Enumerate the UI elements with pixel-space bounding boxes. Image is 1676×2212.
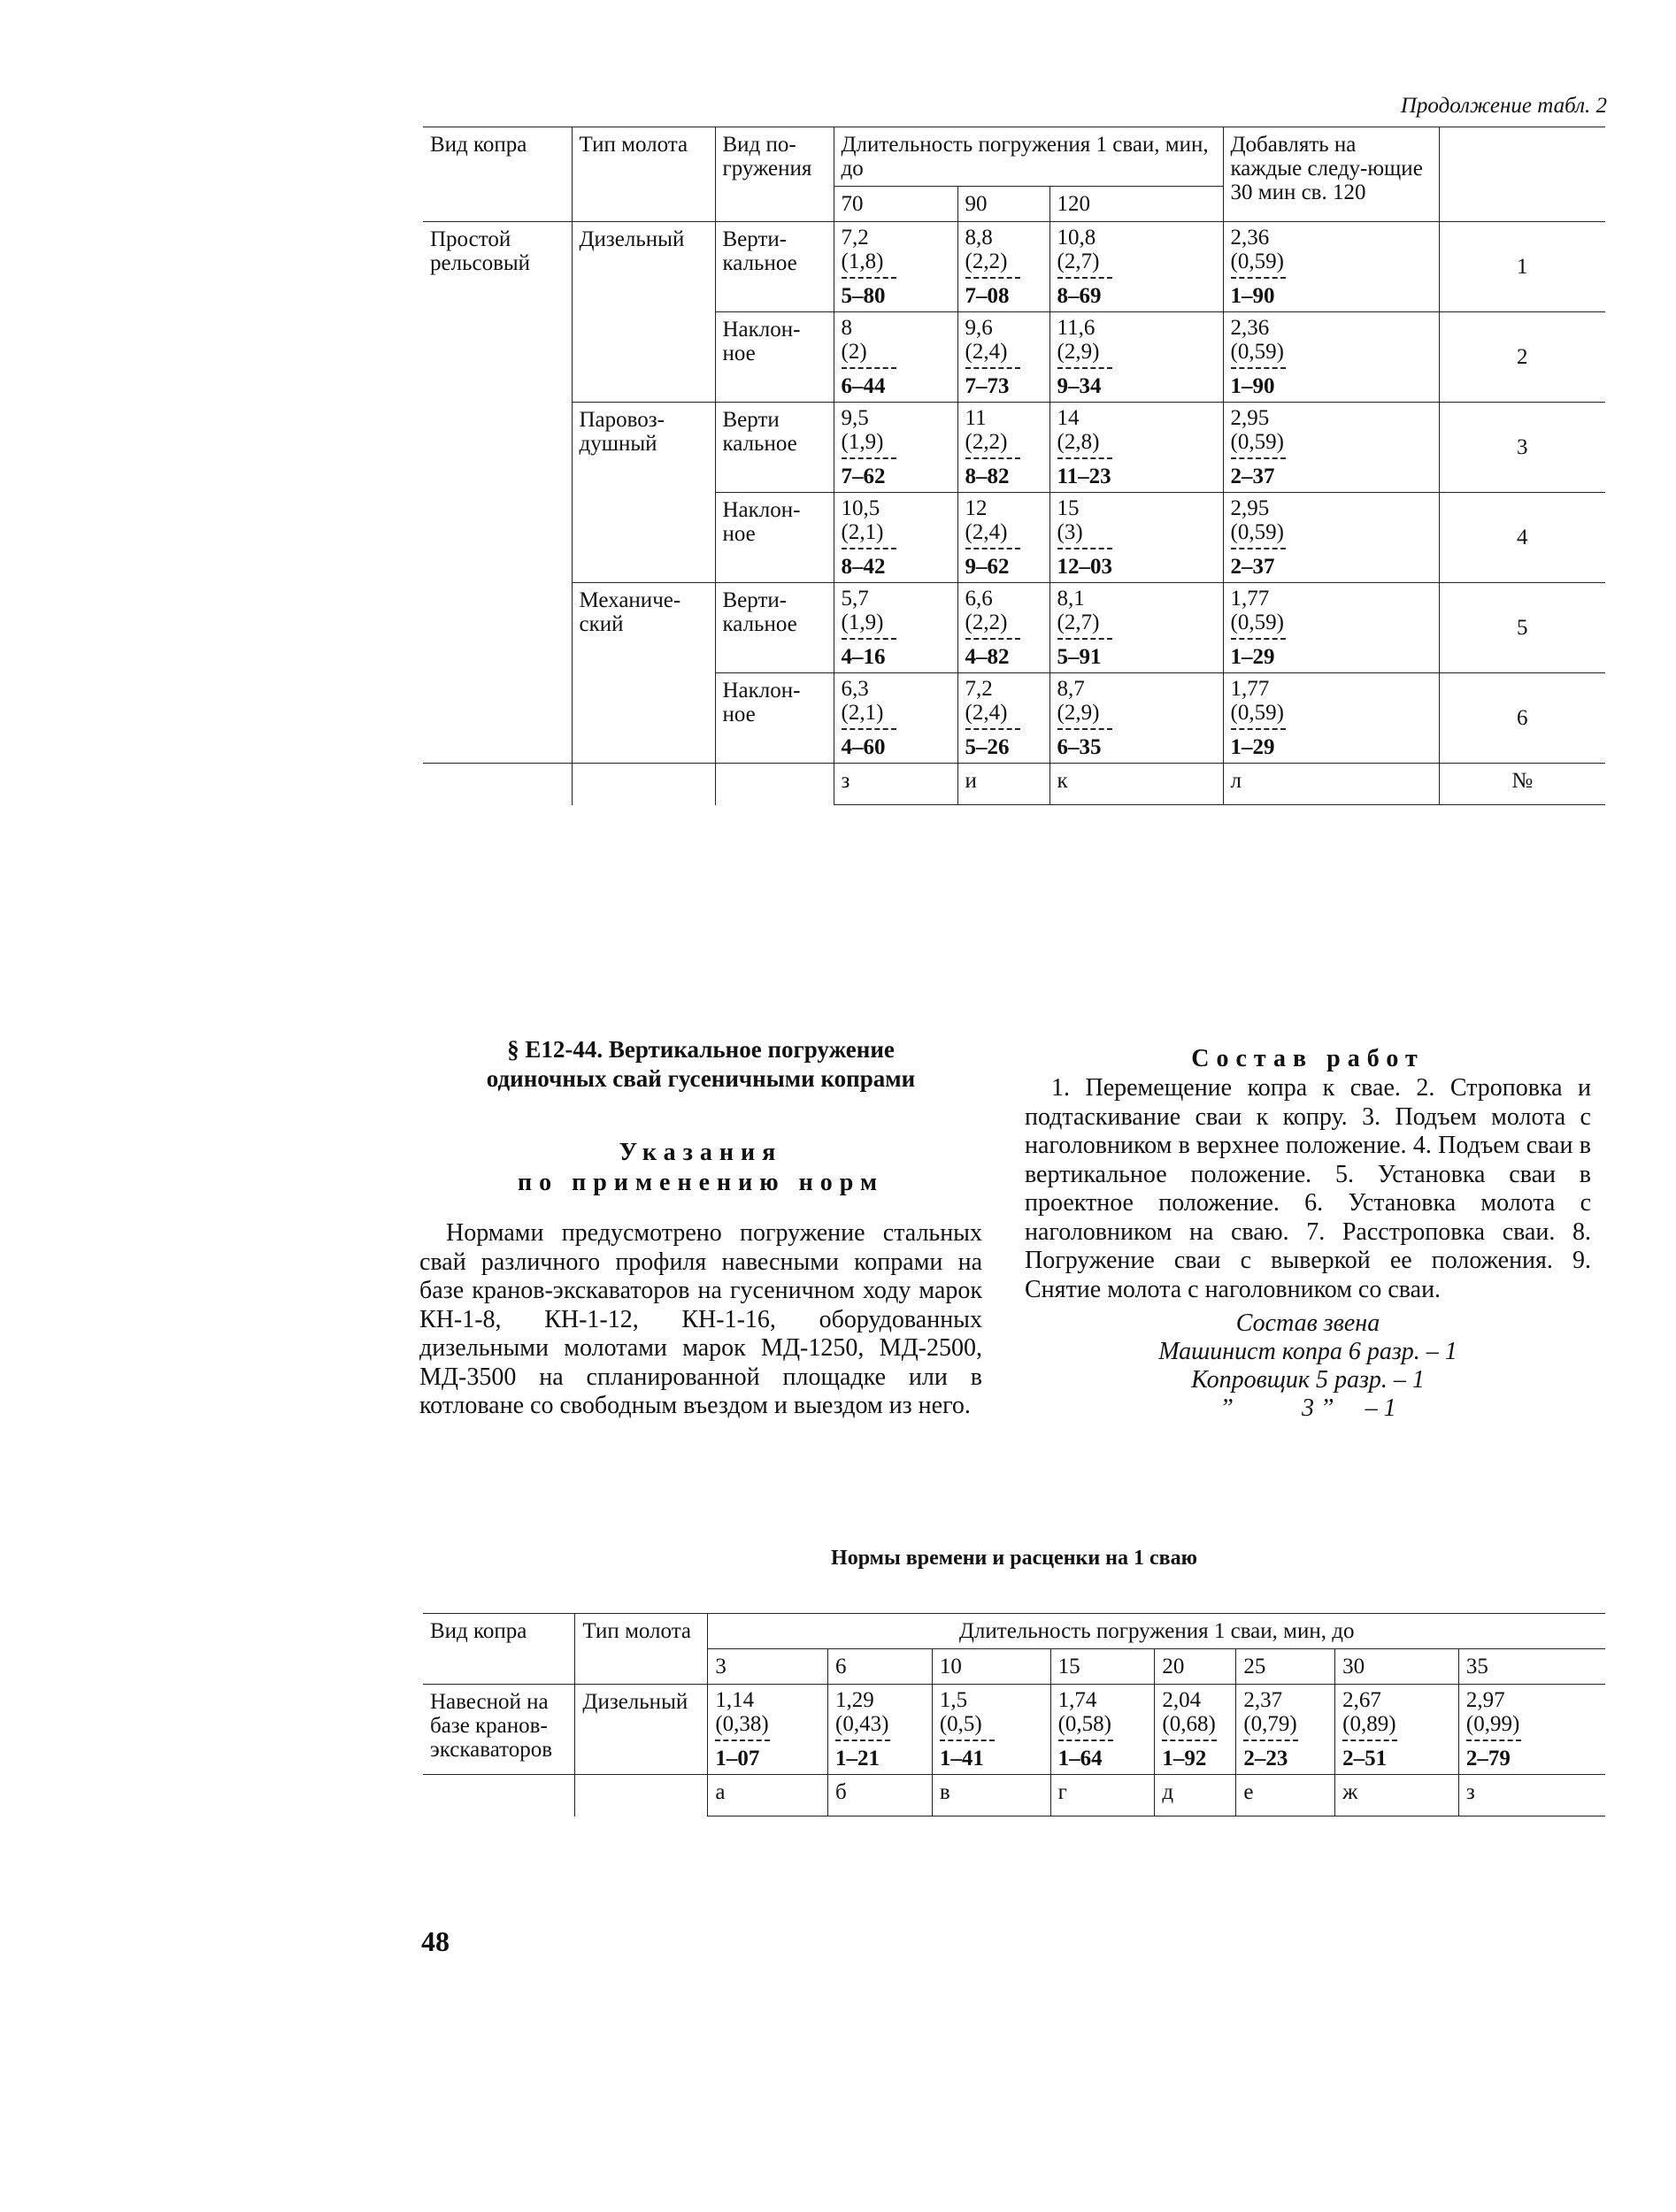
t2-letter: а — [708, 1775, 828, 1816]
t1-header-add: Добавлять на каждые следу-ющие 30 мин св. 120 — [1223, 127, 1439, 222]
t2-value-cell: 2,97 (0,99) 2–79 — [1458, 1685, 1605, 1775]
t1-header-pogr: Вид по-гружения — [715, 127, 834, 222]
t2-letter: г — [1050, 1775, 1155, 1816]
t1-header-90: 90 — [957, 187, 1049, 222]
t1-value-cell: 14 (2,8) 11–23 — [1049, 403, 1223, 493]
t2-value-cell: 2,04 (0,68) 1–92 — [1155, 1685, 1236, 1775]
t1-value-cell: 8,1 (2,7) 5–91 — [1049, 583, 1223, 673]
t1-row-number: 5 — [1439, 583, 1605, 673]
t1-value-cell: 9,6 (2,4) 7–73 — [957, 312, 1049, 403]
t2-header-6: 6 — [828, 1649, 933, 1685]
work-text: 1. Перемещение копра к свае. 2. Строповка и подтаскивание сваи к копру. 3. Подъем молота с наголовником в верхнее положение. 4. Подъем сваи в вертикальное положение. 5. Установка сваи в проектное положение. 6. Установка молота с наголовником на сваю. 7. Расстроповка сваи. 8. Погружение сваи с выверкой ее положения. 9. Снятие молота с наголовником со сваи. — [1025, 1074, 1591, 1303]
t1-pogr-cell: Наклон-ное — [715, 673, 834, 764]
t1-value-cell: 5,7 (1,9) 4–16 — [834, 583, 957, 673]
t1-value-cell: 2,36 (0,59) 1–90 — [1223, 222, 1439, 312]
t2-header-30: 30 — [1335, 1649, 1459, 1685]
t1-header-molot: Тип молота — [572, 127, 715, 222]
t1-pogr-cell: Верти кальное — [715, 403, 834, 493]
t1-row-number: 4 — [1439, 493, 1605, 583]
table-row — [423, 1685, 1605, 1775]
t2-header-kopra: Вид копра — [423, 1614, 575, 1685]
guide-heading: Указания — [619, 1139, 783, 1166]
work-heading: Состав работ — [1191, 1045, 1425, 1072]
t1-header-120: 120 — [1049, 187, 1223, 222]
t1-value-cell: 10,5 (2,1) 8–42 — [834, 493, 957, 583]
guide-subheading: по применению норм — [517, 1169, 885, 1196]
t2-letter: б — [828, 1775, 933, 1816]
t1-letter: л — [1223, 764, 1439, 805]
crew-line: Копровщик 5 разр. – 1 — [1191, 1366, 1425, 1394]
t1-value-cell: 8 (2) 6–44 — [834, 312, 957, 403]
t2-letter: з — [1458, 1775, 1605, 1816]
t2-value-cell: 1,5 (0,5) 1–41 — [932, 1685, 1050, 1775]
t1-value-cell: 7,2 (1,8) 5–80 — [834, 222, 957, 312]
t1-value-cell: 2,36 (0,59) 1–90 — [1223, 312, 1439, 403]
crew-line: ” 3 ” – 1 — [1219, 1394, 1396, 1422]
t2-header-20: 20 — [1155, 1649, 1236, 1685]
t1-header-kopra: Вид копра — [423, 127, 572, 222]
t2-value-cell: 1,29 (0,43) 1–21 — [828, 1685, 933, 1775]
table-row — [423, 583, 1605, 673]
t1-pogr-cell: Верти-кальное — [715, 583, 834, 673]
t1-value-cell: 11,6 (2,9) 9–34 — [1049, 312, 1223, 403]
t1-letter: № — [1439, 764, 1605, 805]
t1-value-cell: 2,95 (0,59) 2–37 — [1223, 403, 1439, 493]
t1-letter-row — [423, 764, 1605, 805]
t2-header-molot: Тип молота — [575, 1614, 708, 1685]
t1-pogr-cell: Наклон-ное — [715, 312, 834, 403]
t2-value-cell: 1,14 (0,38) 1–07 — [708, 1685, 828, 1775]
t1-header-70: 70 — [834, 187, 957, 222]
t1-molot-cell: Паровоз-душный — [572, 403, 715, 583]
crew-title: Состав звена — [1235, 1310, 1380, 1337]
t1-pogr-cell: Наклон-ное — [715, 493, 834, 583]
t1-value-cell: 1,77 (0,59) 1–29 — [1223, 673, 1439, 764]
t2-molot-cell: Дизельный — [575, 1685, 708, 1775]
t1-kopra-cell: Простой рельсовый — [423, 222, 572, 764]
t1-row-number: 1 — [1439, 222, 1605, 312]
t1-value-cell: 10,8 (2,7) 8–69 — [1049, 222, 1223, 312]
continuation-label: Продолжение табл. 2 — [1400, 94, 1607, 118]
t1-value-cell: 12 (2,4) 9–62 — [957, 493, 1049, 583]
t1-value-cell: 8,7 (2,9) 6–35 — [1049, 673, 1223, 764]
t2-letter: д — [1155, 1775, 1236, 1816]
t1-value-cell: 2,95 (0,59) 2–37 — [1223, 493, 1439, 583]
t2-header-10: 10 — [932, 1649, 1050, 1685]
t2-letter: ж — [1335, 1775, 1459, 1816]
t1-header-duration: Длительность погружения 1 сваи, мин, до — [834, 127, 1223, 187]
t1-pogr-cell: Верти-кальное — [715, 222, 834, 312]
t1-value-cell: 15 (3) 12–03 — [1049, 493, 1223, 583]
table-norms — [423, 1613, 1605, 1816]
t1-value-cell: 1,77 (0,59) 1–29 — [1223, 583, 1439, 673]
right-column — [1025, 1044, 1591, 1423]
t2-header-duration: Длительность погружения 1 сваи, мин, до — [708, 1614, 1605, 1649]
t1-value-cell: 6,3 (2,1) 4–60 — [834, 673, 957, 764]
t1-value-cell: 6,6 (2,2) 4–82 — [957, 583, 1049, 673]
t1-header-num — [1439, 127, 1605, 222]
t1-letter: к — [1049, 764, 1223, 805]
t2-letter: в — [932, 1775, 1050, 1816]
table-continuation — [423, 127, 1605, 805]
table-row — [423, 403, 1605, 493]
t1-value-cell: 11 (2,2) 8–82 — [957, 403, 1049, 493]
t1-row-number: 3 — [1439, 403, 1605, 493]
t2-value-cell: 2,67 (0,89) 2–51 — [1335, 1685, 1459, 1775]
t2-header-3: 3 — [708, 1649, 828, 1685]
t1-value-cell: 9,5 (1,9) 7–62 — [834, 403, 957, 493]
page-number: 48 — [421, 1925, 450, 1957]
table2-title: Нормы времени и расценки на 1 сваю — [831, 1547, 1197, 1570]
t2-letter: е — [1236, 1775, 1335, 1816]
t1-molot-cell: Дизельный — [572, 222, 715, 403]
t2-header-35: 35 — [1458, 1649, 1605, 1685]
t1-row-number: 6 — [1439, 673, 1605, 764]
crew-line: Машинист копра 6 разр. – 1 — [1158, 1338, 1457, 1365]
t2-kopra-cell: Навесной на базе кранов-экскаваторов — [423, 1685, 575, 1775]
left-column — [419, 1035, 982, 1421]
section-title: § Е12-44. Вертикальное погружение одиночных свай гусеничными копрами — [486, 1036, 916, 1092]
t1-letter: и — [957, 764, 1049, 805]
t1-value-cell: 8,8 (2,2) 7–08 — [957, 222, 1049, 312]
t2-letter-row — [423, 1775, 1605, 1816]
t1-letter: з — [834, 764, 957, 805]
t1-row-number: 2 — [1439, 312, 1605, 403]
t1-molot-cell: Механиче-ский — [572, 583, 715, 764]
t1-value-cell: 7,2 (2,4) 5–26 — [957, 673, 1049, 764]
table-row — [423, 222, 1605, 312]
t2-header-15: 15 — [1050, 1649, 1155, 1685]
guide-text: Нормами предусмотрено погружение стальных свай различного профиля навесными копрами на базе кранов-экскаваторов на гусеничном ходу марок КН-1-8, КН-1-12, КН-1-16, оборудованных дизельными молотами марок МД-1250, МД-2500, МД-3500 на спланированной площадке или в котловане со свободным въездом и выездом из него. — [419, 1219, 982, 1419]
t2-value-cell: 1,74 (0,58) 1–64 — [1050, 1685, 1155, 1775]
t2-header-25: 25 — [1236, 1649, 1335, 1685]
t2-value-cell: 2,37 (0,79) 2–23 — [1236, 1685, 1335, 1775]
